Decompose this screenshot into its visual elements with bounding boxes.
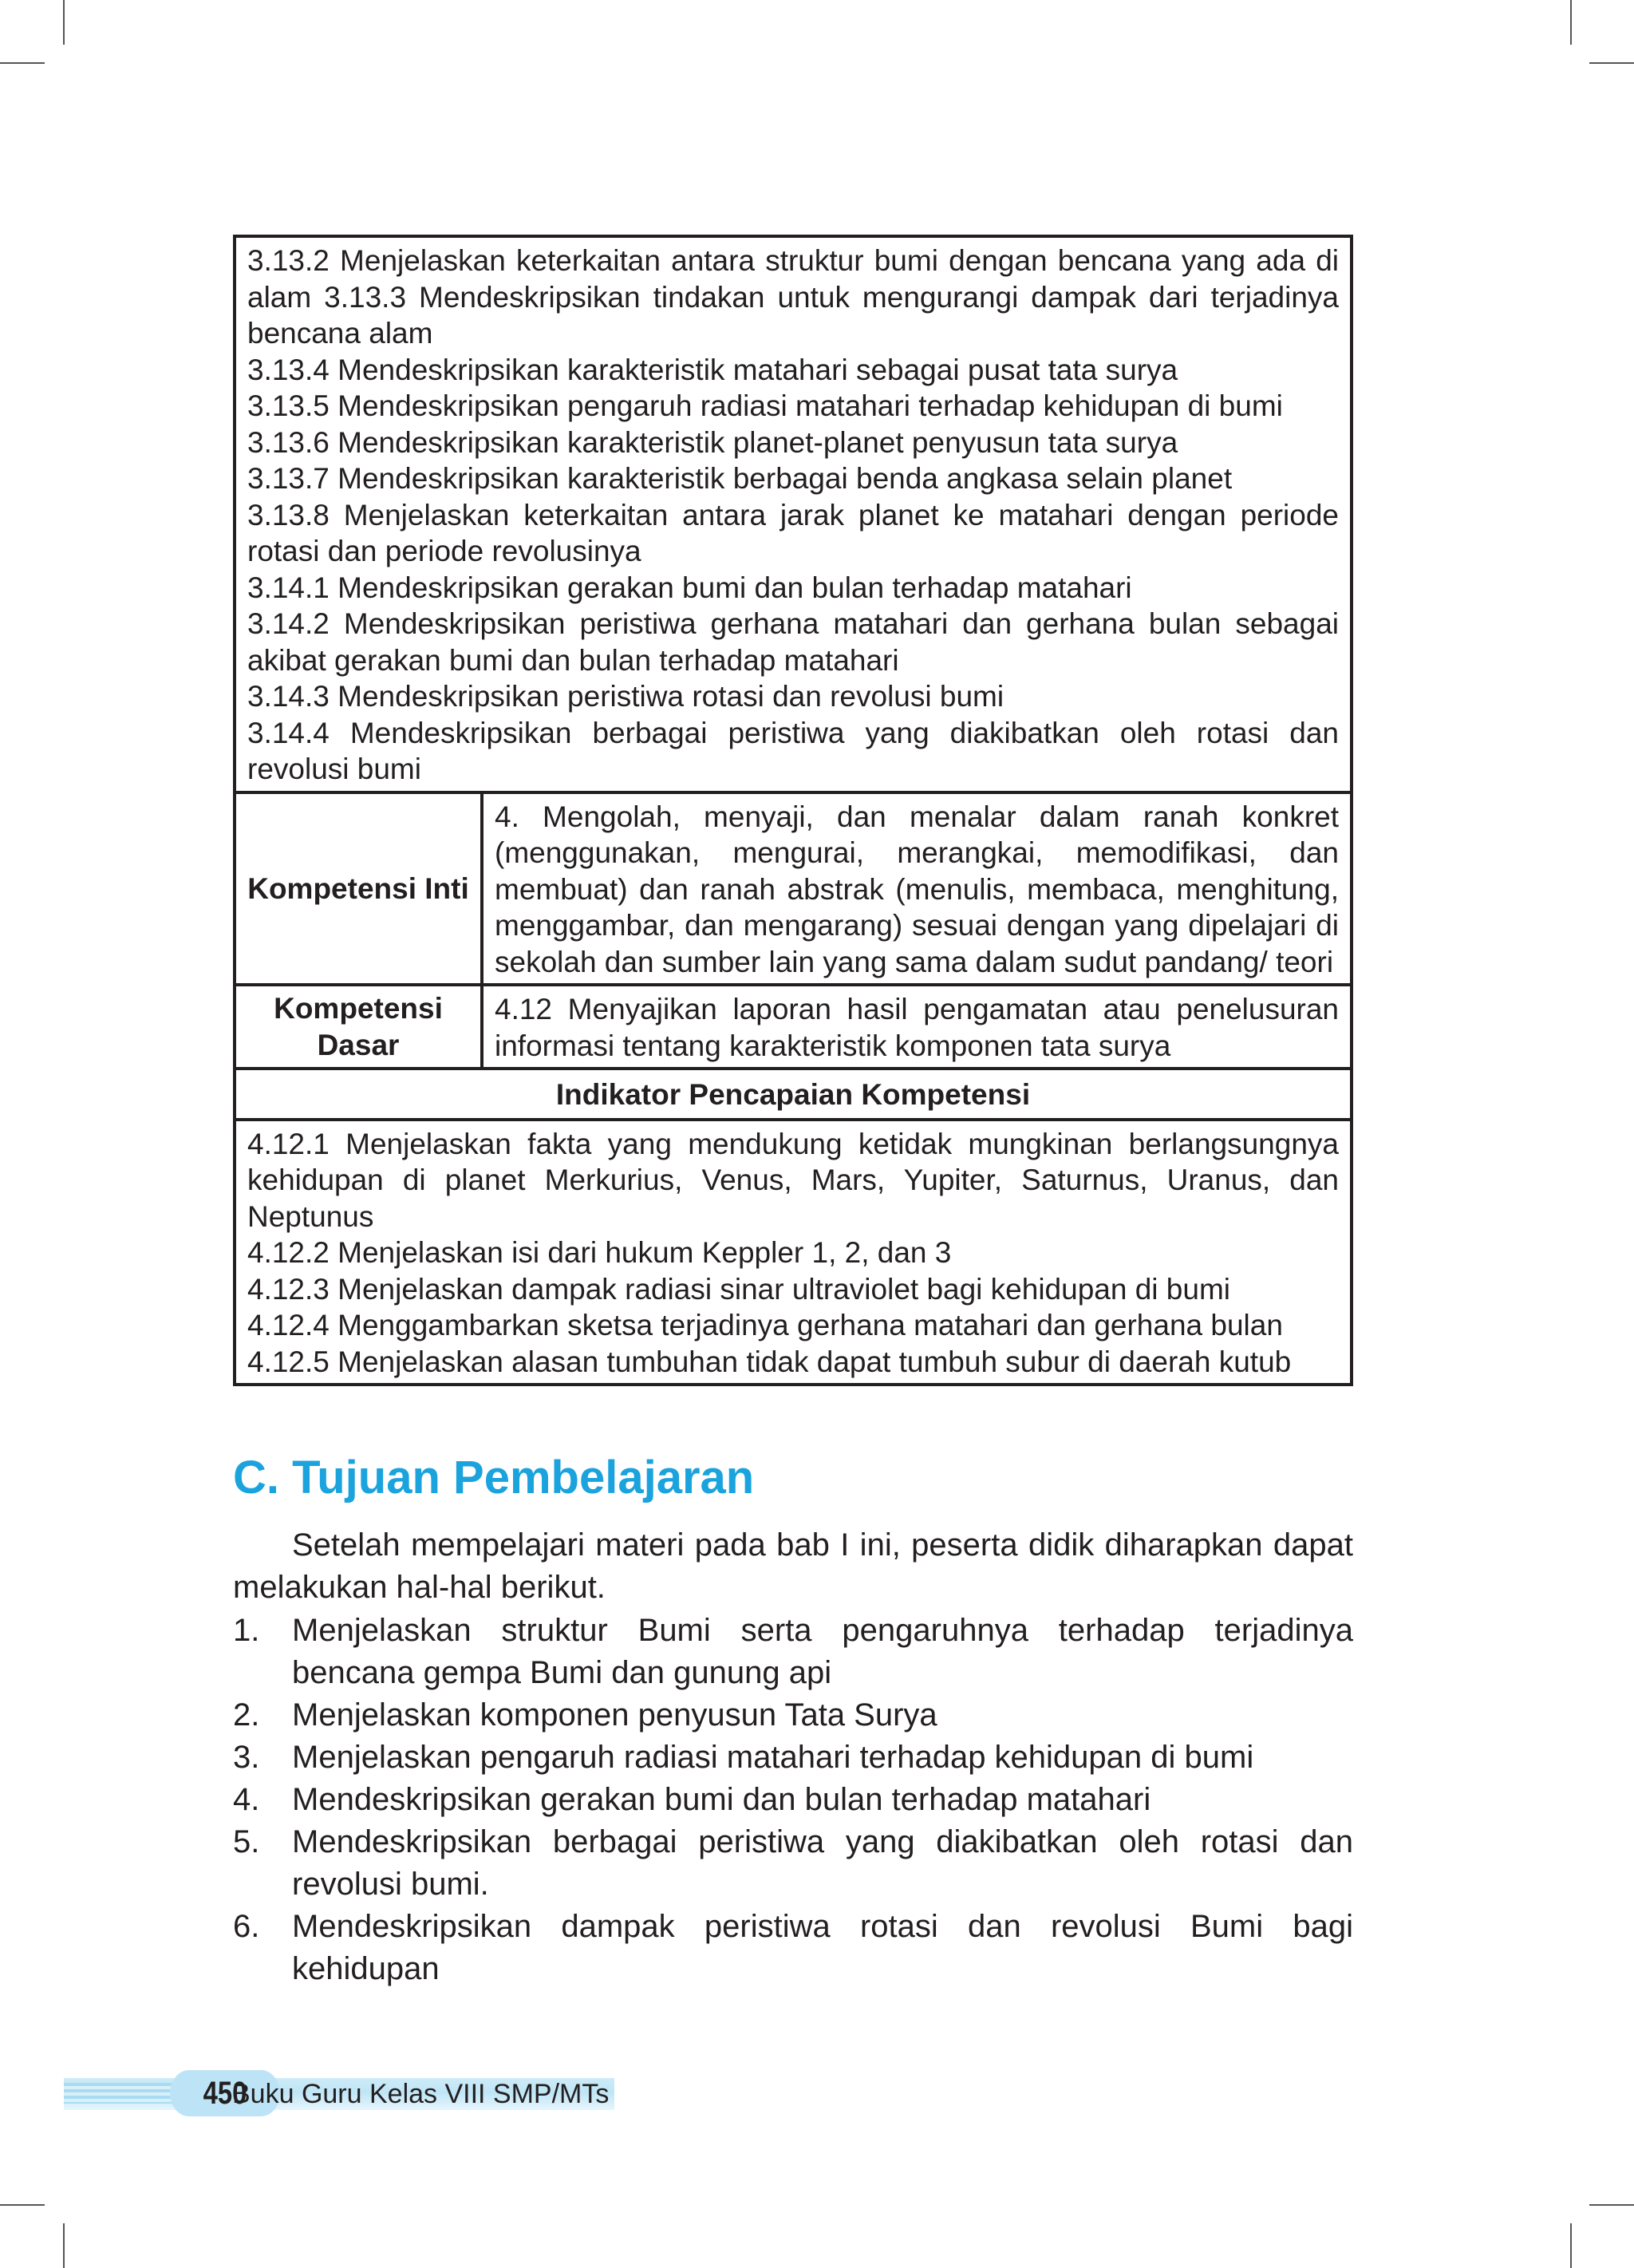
objective-item [233,1821,1353,1906]
indicator-line: 3.13.8 Menjelaskan keterkaitan antara jarak planet ke matahari dengan periode [247,498,1339,531]
objective-item [233,1737,1353,1779]
crop-mark [63,0,65,45]
objective-number: 5. [233,1824,260,1859]
objective-text: Menjelaskan struktur Bumi serta pengaruhnya terhadap terjadinya bencana gempa Bumi dan gunung api [292,1613,1353,1690]
objective-item [233,1610,1353,1694]
indicator-line: 3.14.1 Mendeskripsikan gerakan bumi dan bulan terhadap matahari [247,571,1132,604]
ipk-item: 4.12.2 Menjelaskan isi dari hukum Keppler 1, 2, dan 3 [247,1236,952,1269]
crop-mark [1570,2223,1572,2268]
objective-number: 4. [233,1782,260,1817]
page-footer [64,2070,622,2116]
objective-number: 6. [233,1909,260,1944]
indicator-line: 3.13.2 Menjelaskan keterkaitan antara struktur bumi dengan bencana yang ada di [247,244,1339,277]
objective-text: Menjelaskan komponen penyusun Tata Surya [292,1697,937,1733]
section-intro [233,1524,1353,1609]
objective-number: 3. [233,1740,260,1775]
kd-label-line: Dasar [317,1028,400,1061]
indicator-line: 3.14.4 Mendeskripsikan berbagai peristiwa yang diakibatkan oleh rotasi dan [247,716,1339,749]
indicator-line: 3.13.5 Mendeskripsikan pengaruh radiasi matahari terhadap kehidupan di bumi [247,389,1283,422]
ipk-row [235,1120,1352,1385]
objective-item [233,1906,1353,1990]
section-title: C. Tujuan Pembelajaran [233,1452,755,1503]
crop-mark [0,62,45,64]
indicator-line: 3.13.4 Mendeskripsikan karakteristik matahari sebagai pusat tata surya [247,353,1178,386]
indicator-line: 3.13.6 Mendeskripsikan karakteristik planet-planet penyusun tata surya [247,425,1178,459]
crop-mark [1589,2204,1634,2206]
indicator-row-continued [235,236,1352,792]
ipk-header: Indikator Pencapaian Kompetensi [235,1069,1352,1120]
ki-label: Kompetensi Inti [235,792,482,986]
indicator-list-cell [235,236,1352,792]
objective-item [233,1694,1353,1737]
indicator-line: akibat gerakan bumi dan bulan terhadap matahari [247,643,899,677]
ipk-list-cell [235,1120,1352,1385]
competency-table [233,235,1353,1386]
objectives-list [233,1610,1353,1990]
indicator-line: revolusi bumi [247,753,421,785]
objective-text: Mendeskripsikan gerakan bumi dan bulan terhadap matahari [292,1782,1151,1817]
indicator-line: 3.14.3 Mendeskripsikan peristiwa rotasi dan revolusi bumi [247,680,1004,713]
ipk-item: 4.12.5 Menjelaskan alasan tumbuhan tidak dapat tumbuh subur di daerah kutub [247,1345,1292,1378]
indicator-line: 3.14.2 Mendeskripsikan peristiwa gerhana matahari dan gerhana bulan sebagai [247,607,1339,640]
indicator-line: rotasi dan periode revolusinya [247,535,641,567]
indicator-line: 3.13.7 Mendeskripsikan karakteristik berbagai benda angkasa selain planet [247,462,1233,495]
ipk-item: 4.12.1 Menjelaskan fakta yang mendukung ketidak mungkinan berlangsungnya kehidupan di planet Merkurius, Venus, Mars, Yupiter, Saturnus, Uranus, dan Neptunus [247,1127,1339,1233]
kd-label-line: Kompetensi [274,992,443,1025]
footer-band-stripes [64,2083,184,2104]
ipk-header-row [235,1069,1352,1120]
crop-mark [0,2204,45,2206]
objective-item [233,1779,1353,1821]
kd-text: 4.12 Menyajikan laporan hasil pengamatan atau penelusuran informasi tentang karakteristik komponen tata surya [482,985,1352,1069]
indicator-line: alam 3.13.3 Mendeskripsikan tindakan untuk mengurangi dampak dari terjadinya [247,280,1339,314]
indicator-line: bencana alam [247,317,433,350]
kd-label [235,985,482,1069]
objective-text: Mendeskripsikan dampak peristiwa rotasi dan revolusi Bumi bagi kehidupan [292,1909,1353,1986]
ki-text: 4. Mengolah, menyaji, dan menalar dalam ranah konkret (menggunakan, mengurai, merangkai, memodifikasi, dan membuat) dan ranah abstrak (menulis, membaca, menghitung, menggambar, dan mengarang) sesuai dengan yang dipelajari di sekolah dan sumber lain yang sama dalam sudut pandang/ teori [482,792,1352,986]
book-title: Buku Guru Kelas VIII SMP/MTs [232,2079,610,2109]
crop-mark [63,2223,65,2268]
objective-text: Mendeskripsikan berbagai peristiwa yang diakibatkan oleh rotasi dan revolusi bumi. [292,1824,1353,1902]
objective-number: 2. [233,1697,260,1733]
page-number: 450 [170,2070,280,2116]
objective-number: 1. [233,1613,260,1648]
crop-mark [1570,0,1572,45]
ki-row [235,792,1352,986]
crop-mark [1589,62,1634,64]
section-intro-text: Setelah mempelajari materi pada bab I ini, peserta didik diharapkan dapat melakukan hal-hal berikut. [233,1527,1353,1605]
ipk-item: 4.12.4 Menggambarkan sketsa terjadinya gerhana matahari dan gerhana bulan [247,1309,1283,1341]
kd-row [235,985,1352,1069]
ipk-item: 4.12.3 Menjelaskan dampak radiasi sinar ultraviolet bagi kehidupan di bumi [247,1272,1231,1306]
objective-text: Menjelaskan pengaruh radiasi matahari terhadap kehidupan di bumi [292,1740,1254,1775]
